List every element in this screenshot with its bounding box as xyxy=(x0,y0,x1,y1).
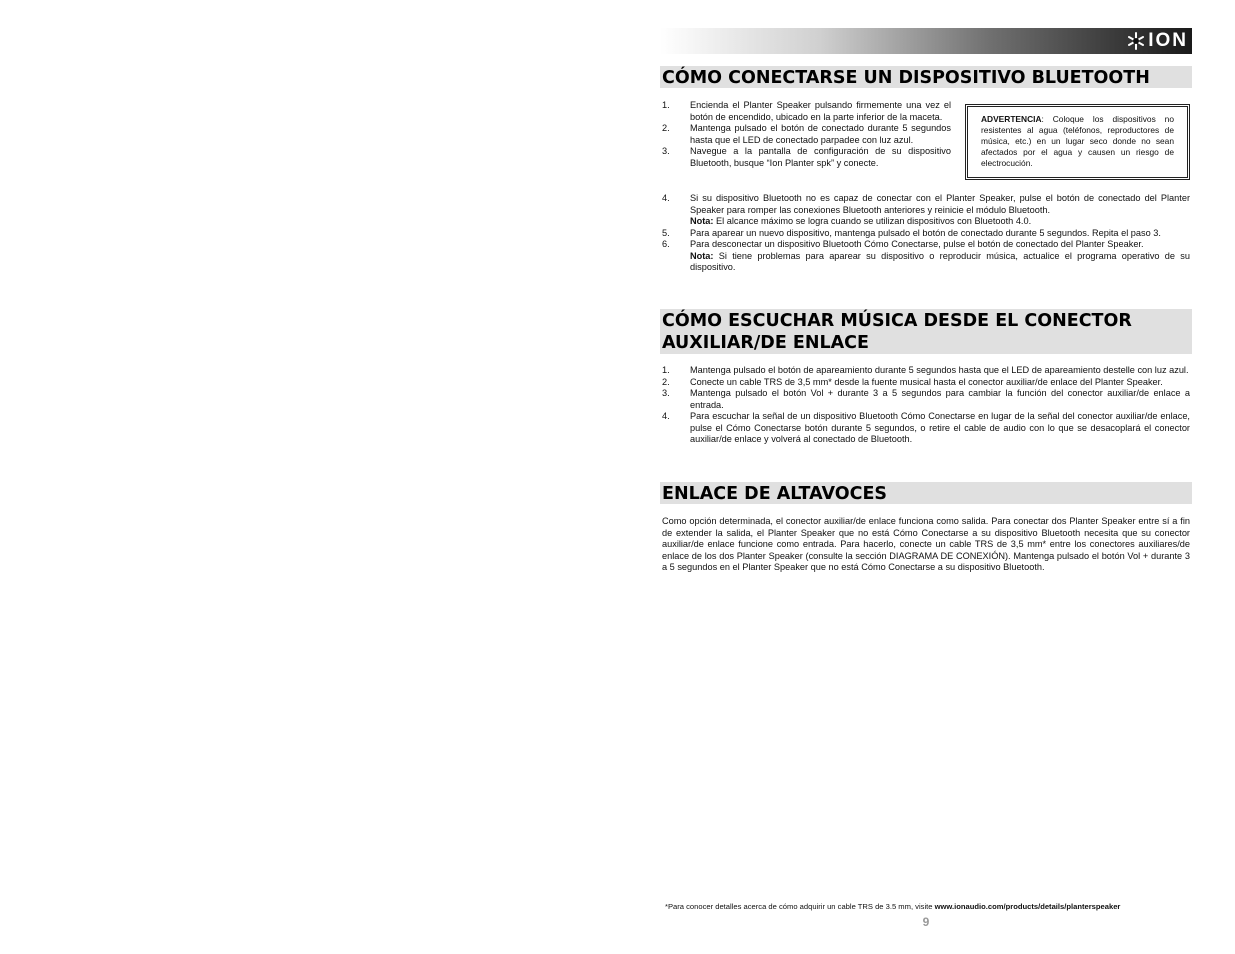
note-text: Si tiene problemas para aparear su dispositivo o reproducir música, actualice el programa operativo de su dispositivo. xyxy=(690,250,1190,272)
list-item: 3. Mantenga pulsado el botón Vol + durante 3 a 5 segundos para cambiar la función del conector auxiliar/de enlace a entrada. xyxy=(662,388,1190,410)
list-item: 6. Para desconectar un dispositivo Bluetooth Cómo Conectarse, pulse el botón de conectado del Planter Speaker. Nota: Si tiene problemas para aparear su dispositivo o reproducir música, actualice el programa operativo de su dispositivo. xyxy=(662,239,1190,272)
note-label: Nota: xyxy=(690,216,714,226)
warning-box xyxy=(965,104,1190,180)
speaker-link-paragraph: Como opción determinada, el conector auxiliar/de enlace funciona como salida. Para conectar dos Planter Speaker entre sí a fin de extender la salida, el Planter Speaker que no está Cómo Conectarse a su dispositivo Bluetooth necesita que su conector auxiliar/de enlace funcione como entrada. Para hacerlo, conecte un cable TRS de 3,5 mm* entre los conectores auxiliares/de enlace de los dos Planter Speaker (consulte la sección DIAGRAMA DE CONEXIÓN). Mantenga pulsado el botón Vol + durante 3 a 5 segundos en el Planter Speaker que no está Cómo Conectarse a su dispositivo Bluetooth. xyxy=(662,516,1190,572)
list-item: 4. Para escuchar la señal de un dispositivo Bluetooth Cómo Conectarse en lugar de la señal del conector auxiliar/de enlace, pulse el Cómo Conectarse botón durante 5 segundos, o retire el cable de audio con lo que se desacoplará el conector auxiliar/de enlace y volverá al conectado de Bluetooth. xyxy=(662,411,1190,444)
list-item: 5. Para aparear un nuevo dispositivo, mantenga pulsado el botón de conectado durante 5 segundos. Repita el paso 3. xyxy=(662,227,1161,238)
ion-star-icon xyxy=(1127,32,1145,50)
section-title-bluetooth: CÓMO CONECTARSE UN DISPOSITIVO BLUETOOTH xyxy=(660,66,1192,88)
footnote: *Para conocer detalles acerca de cómo adquirir un cable TRS de 3.5 mm, visite www.ionaudio.com/products/details/planterspeaker xyxy=(665,902,1121,911)
section-title-aux: CÓMO ESCUCHAR MÚSICA DESDE EL CONECTOR AUXILIAR/DE ENLACE xyxy=(660,309,1192,354)
bluetooth-steps-narrow xyxy=(662,100,951,169)
warning-text: : Coloque los dispositivos no resistentes al agua (teléfonos, reproductores de música, etc.) en un lugar seco donde no sean afectados por el agua y causen un riesgo de electrocución. xyxy=(981,114,1174,168)
list-item: 2. Mantenga pulsado el botón de conectado durante 5 segundos hasta que el LED de conectado parpadee con luz azul. xyxy=(662,123,951,145)
note-label: Nota: xyxy=(690,250,714,261)
list-item: 4. Si su dispositivo Bluetooth no es capaz de conectar con el Planter Speaker, pulse el botón de conectado del Planter Speaker para romper las conexiones Bluetooth anteriores y reinicie el módulo Bluetooth. Nota: El alcance máximo se logra cuando se utilizan dispositivos con Bluetooth 4.0. xyxy=(662,193,1190,226)
aux-steps xyxy=(662,365,1190,446)
page-number: 9 xyxy=(922,915,930,929)
footnote-link[interactable]: www.ionaudio.com/products/details/planterspeaker xyxy=(934,902,1121,911)
list-item: 3. Navegue a la pantalla de configuración de su dispositivo Bluetooth, busque “Ion Planter spk” y conecte. xyxy=(662,146,951,168)
list-item: 1. Mantenga pulsado el botón de apareamiento durante 5 segundos hasta que el LED de apareamiento destelle con luz azul. xyxy=(662,365,1189,375)
list-item: 2. Conecte un cable TRS de 3,5 mm* desde la fuente musical hasta el conector auxiliar/de enlace del Planter Speaker. xyxy=(662,376,1163,387)
logo-text: ION xyxy=(1148,30,1188,51)
note-text: El alcance máximo se logra cuando se utilizan dispositivos con Bluetooth 4.0. xyxy=(713,216,1032,226)
list-item: 1. Encienda el Planter Speaker pulsando firmemente una vez el botón de encendido, ubicado en la parte inferior de la maceta. xyxy=(662,100,951,122)
header-bar xyxy=(660,28,1192,54)
section-title-speaker-link: ENLACE DE ALTAVOCES xyxy=(660,482,1192,504)
ion-logo xyxy=(1127,30,1188,52)
bluetooth-steps-wide xyxy=(662,193,1190,274)
warning-label: ADVERTENCIA xyxy=(981,114,1042,124)
